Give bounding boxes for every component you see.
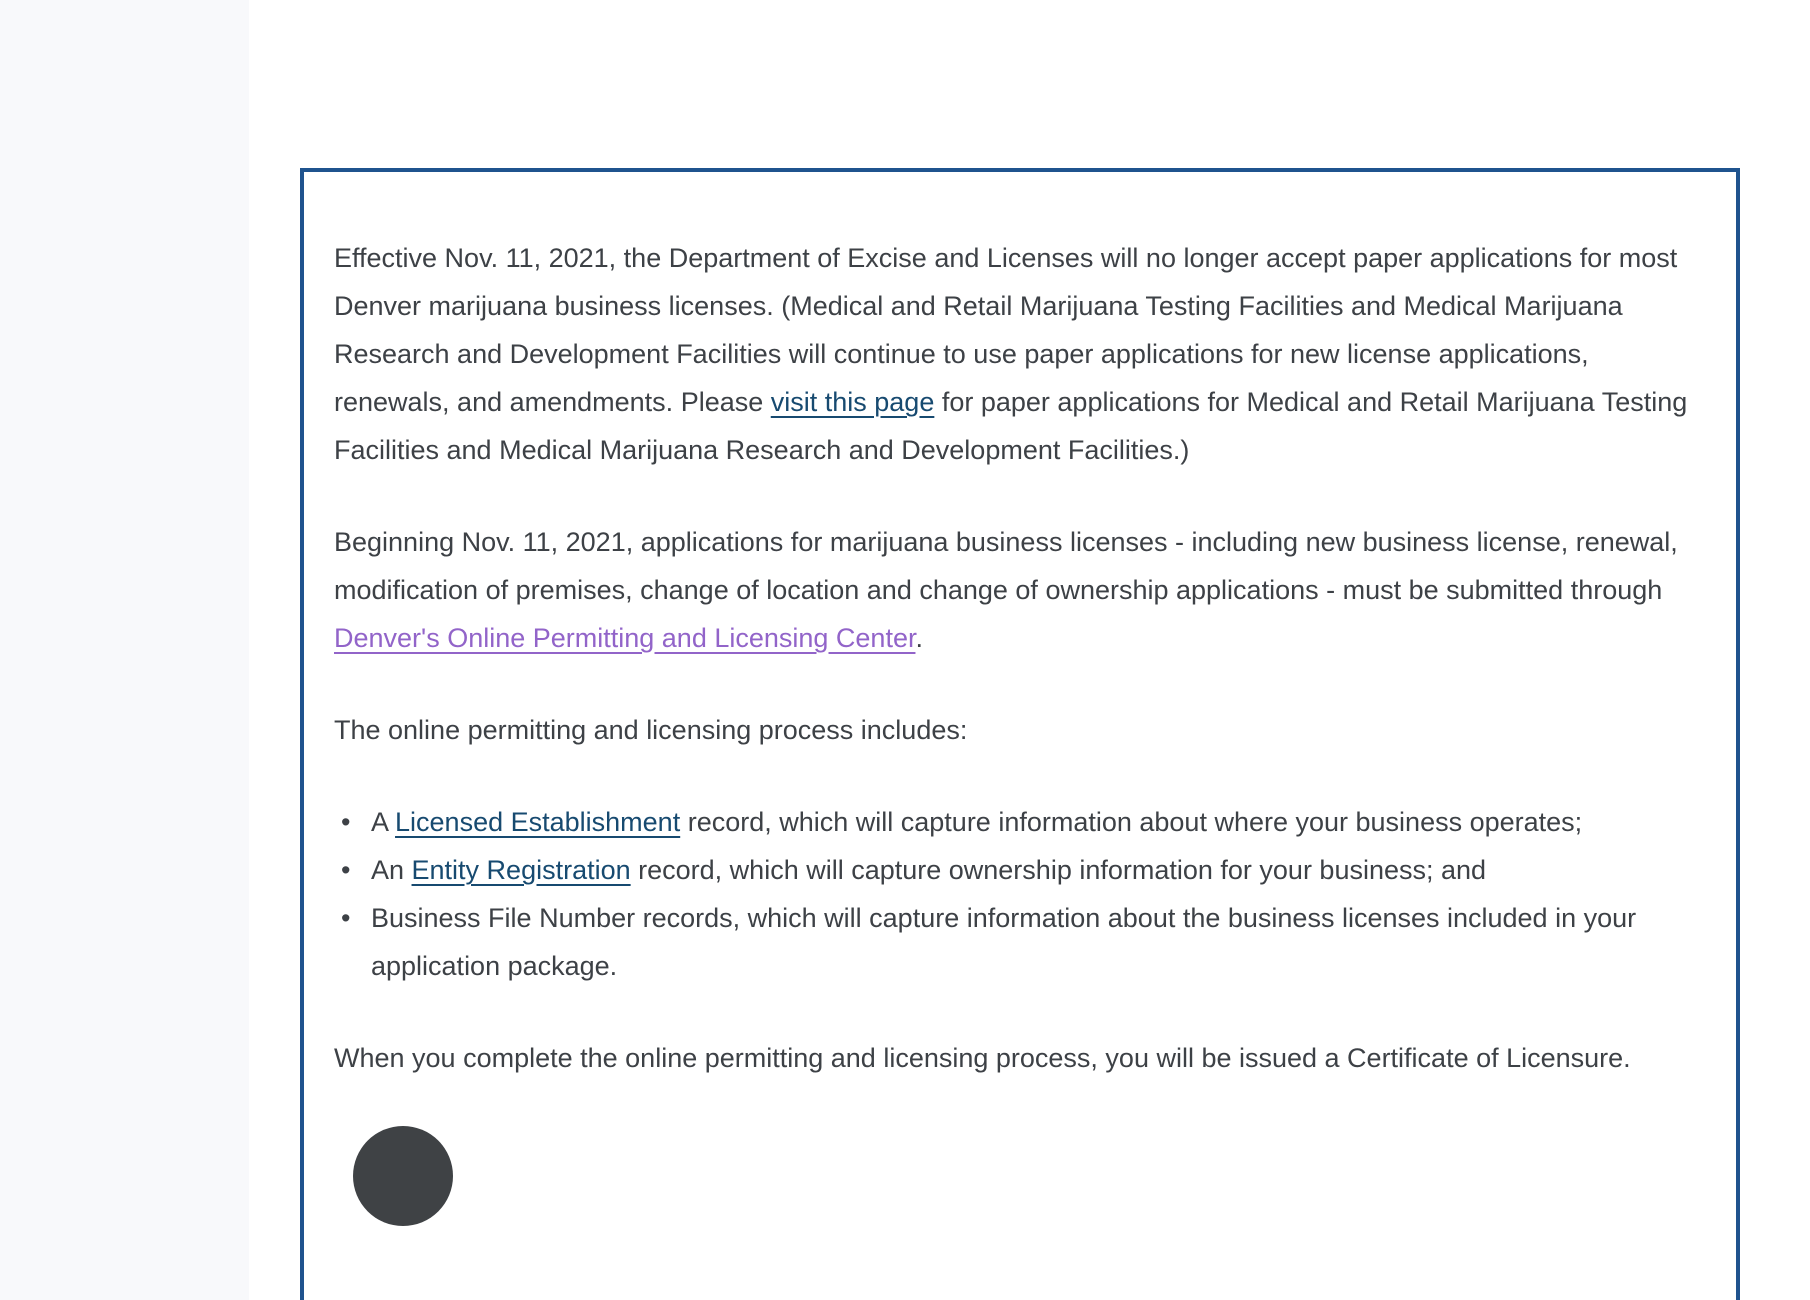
process-list [334,798,1704,990]
text-segment: record, which will capture information about where your business operates; [680,807,1583,837]
text-segment: Business File Number records, which will capture information about the business licenses included in your application package. [371,903,1637,981]
text-segment: An [371,855,412,885]
visit-this-page-link[interactable]: visit this page [770,387,935,417]
list-item-business-file-number [371,894,1704,990]
sidebar [0,0,249,1300]
paragraph-certificate: When you complete the online permitting and licensing process, you will be issued a Certificate of Licensure. [334,1043,1631,1073]
text-segment: Beginning Nov. 11, 2021, applications for marijuana business licenses - including new business license, renewal, modification of premises, change of location and change of ownership applications - must be submitted through [334,527,1678,605]
licensed-establishment-link[interactable]: Licensed Establishment [395,807,681,837]
list-item-entity-registration [371,846,1704,894]
text-segment: record, which will capture ownership information for your business; and [630,855,1487,885]
list-item-licensed-establishment [371,798,1704,846]
text-segment: A [371,807,396,837]
text-segment: Effective Nov. 11, 2021, the Department of Excise and Licenses will no longer accept paper applications for most Denver marijuana business licenses. (Medical and Retail Marijuana Testing Facilities and Medical Marijuana Research and Development Facilities will continue to use paper applications for new license applications, renewals, and amendments. Please [334,243,1678,417]
entity-registration-link[interactable]: Entity Registration [411,855,631,885]
text-segment: . [915,623,923,653]
online-permitting-center-link[interactable]: Denver's Online Permitting and Licensing Center [334,623,916,653]
notice-box [300,168,1740,1300]
paragraph-process-intro: The online permitting and licensing process includes: [334,715,968,745]
paragraph-beginning-notice [334,518,1704,662]
text-segment: for paper applications for Medical and Retail Marijuana Testing Facilities and Medical Marijuana Research and Development Facilities.) [334,387,1688,465]
paragraph-effective-notice [334,234,1704,474]
circle-graphic [353,1126,453,1226]
